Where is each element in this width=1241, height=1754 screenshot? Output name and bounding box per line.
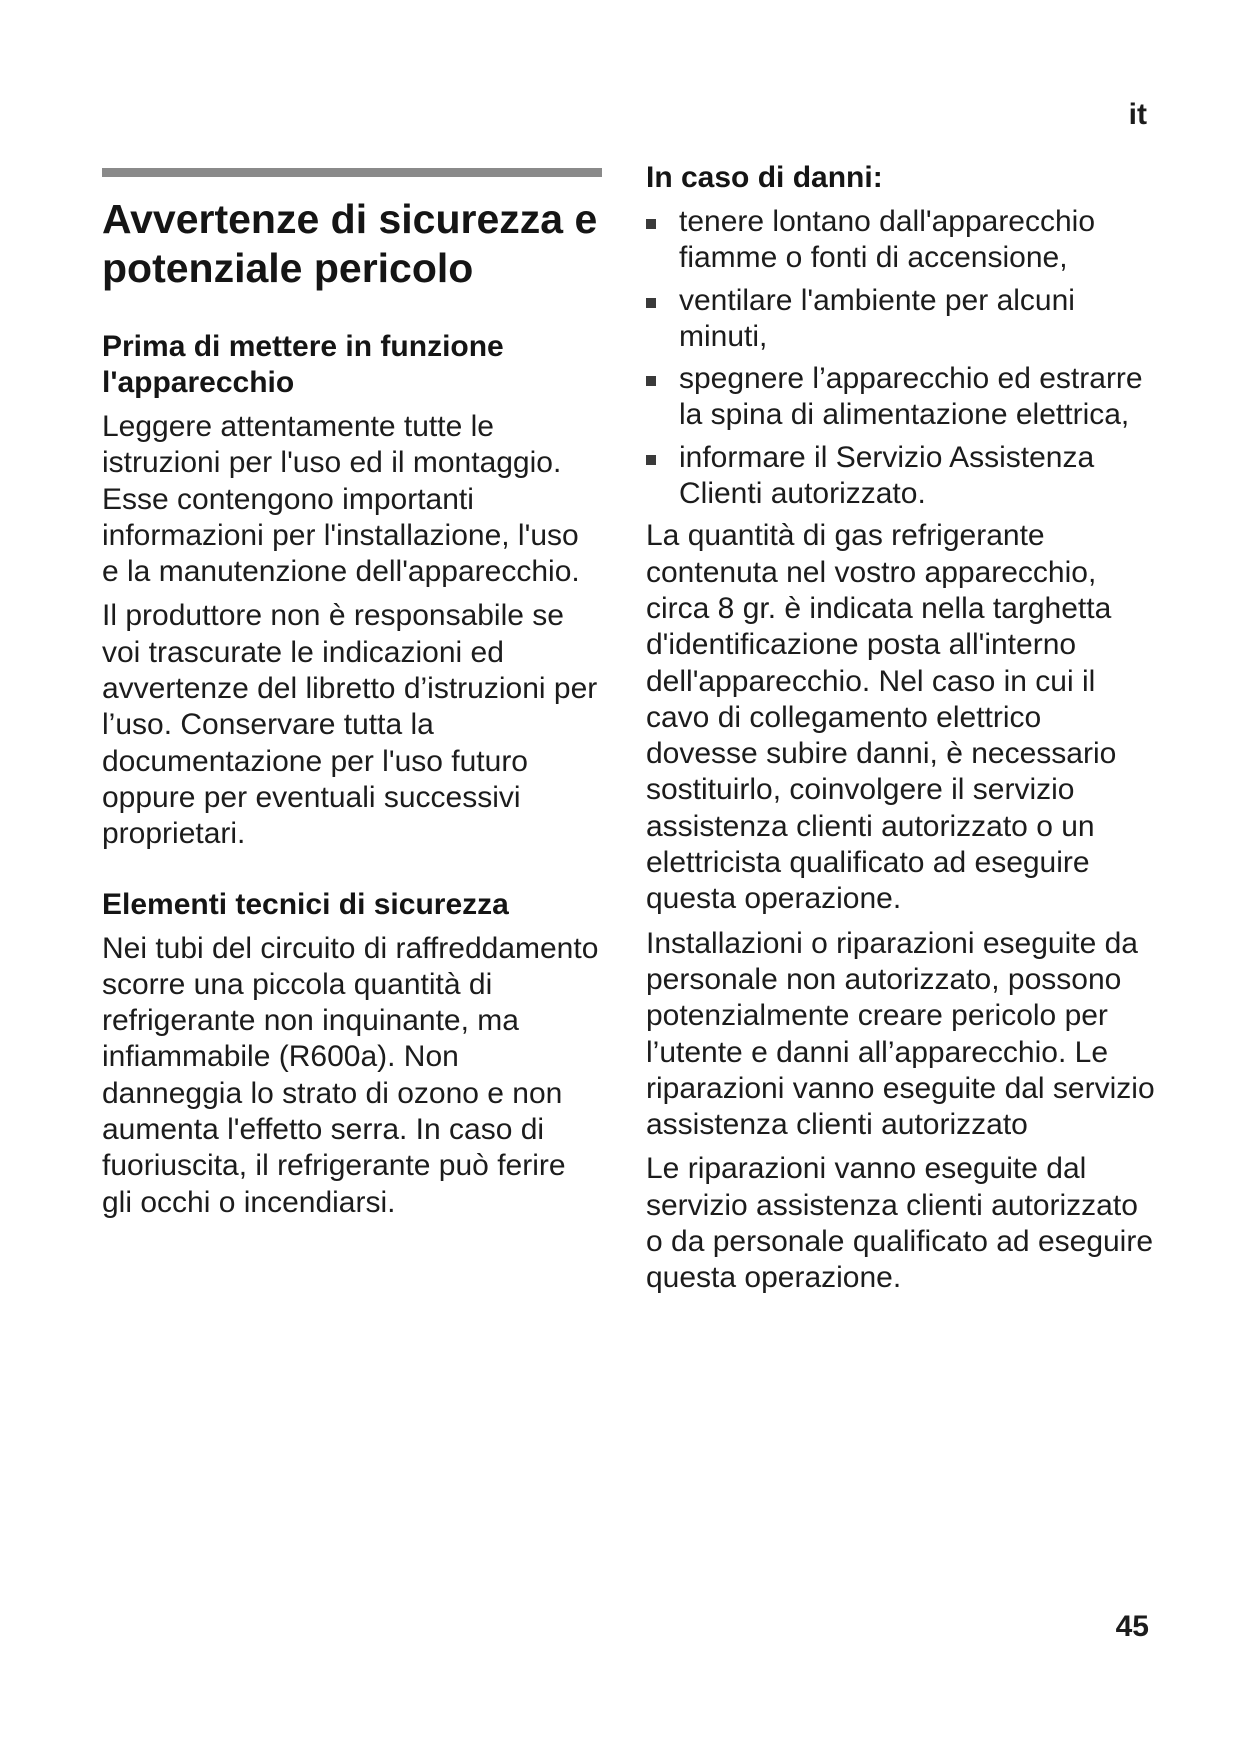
paragraph-manufacturer-liability: Il produttore non è responsabile se voi trascurate le indicazioni ed avvertenze del libretto d’istruzioni per l’uso. Conservare tutta la documentazione per l'uso futuro oppure per eventuali successivi proprietari. — [102, 599, 598, 851]
paragraph-unauthorized-repairs: Installazioni o riparazioni eseguite da personale non autorizzato, possono potenzialmente creare pericolo per l’utente e danni all’apparecchio. Le riparazioni vanno eseguite dal servizio assistenza clienti autorizzato — [646, 926, 1155, 1142]
paragraph-refrigerant-info: Nei tubi del circuito di raffreddamento scorre una piccola quantità di refrigerante non inquinante, ma infiammabile (R600a). Non danneggia lo strato di ozono e non aumenta l'effetto serra. In caso di fuoriuscita, il refrigerante può ferire gli occhi o incendiarsi. — [102, 931, 599, 1219]
square-bullet-icon — [646, 455, 656, 465]
paragraph-read-instructions: Leggere attentamente tutte le istruzioni per l'uso ed il montaggio. Esse contengono importanti informazioni per l'installazione, l'uso e la manutenzione dell'apparecchio. — [102, 410, 580, 589]
list-item-text: informare il Servizio Assistenza Clienti autorizzato. — [679, 440, 1095, 511]
damage-steps-list — [646, 204, 1156, 512]
page-number: 45 — [1115, 1610, 1149, 1643]
section-heading-before-use: Prima di mettere in funzione l'apparecchio — [102, 330, 504, 399]
square-bullet-icon — [646, 219, 656, 229]
list-item — [646, 283, 1156, 356]
right-column — [646, 160, 1156, 1305]
language-tag: it — [1128, 98, 1147, 131]
square-bullet-icon — [646, 376, 656, 386]
section-divider — [102, 168, 602, 177]
section-heading-damage: In caso di danni: — [646, 161, 883, 194]
square-bullet-icon — [646, 298, 656, 308]
list-item — [646, 440, 1156, 513]
left-column — [102, 168, 602, 1229]
page-title: Avvertenze di sicurezza e potenziale pericolo — [102, 196, 598, 291]
section-heading-safety-elements: Elementi tecnici di sicurezza — [102, 887, 509, 921]
paragraph-authorized-repairs: Le riparazioni vanno eseguite dal servizio assistenza clienti autorizzato o da personale qualificato ad eseguire questa operazione. — [646, 1152, 1154, 1295]
list-item-text: tenere lontano dall'apparecchio fiamme o fonti di accensione, — [679, 205, 1096, 275]
paragraph-gas-quantity: La quantità di gas refrigerante contenuta nel vostro apparecchio, circa 8 gr. è indicata nella targhetta d'identificazione posta all'interno dell'apparecchio. Nel caso in cui il cavo di collegamento elettrico dovesse subire danni, è necessario sostituirlo, coinvolgere il servizio assistenza clienti autorizzato o un elettricista qualificato ad eseguire questa operazione. — [646, 519, 1117, 916]
list-item — [646, 204, 1156, 277]
list-item-text: spegnere l’apparecchio ed estrarre la spina di alimentazione elettrica, — [679, 362, 1143, 432]
list-item-text: ventilare l'ambiente per alcuni minuti, — [679, 283, 1075, 353]
list-item — [646, 361, 1156, 434]
